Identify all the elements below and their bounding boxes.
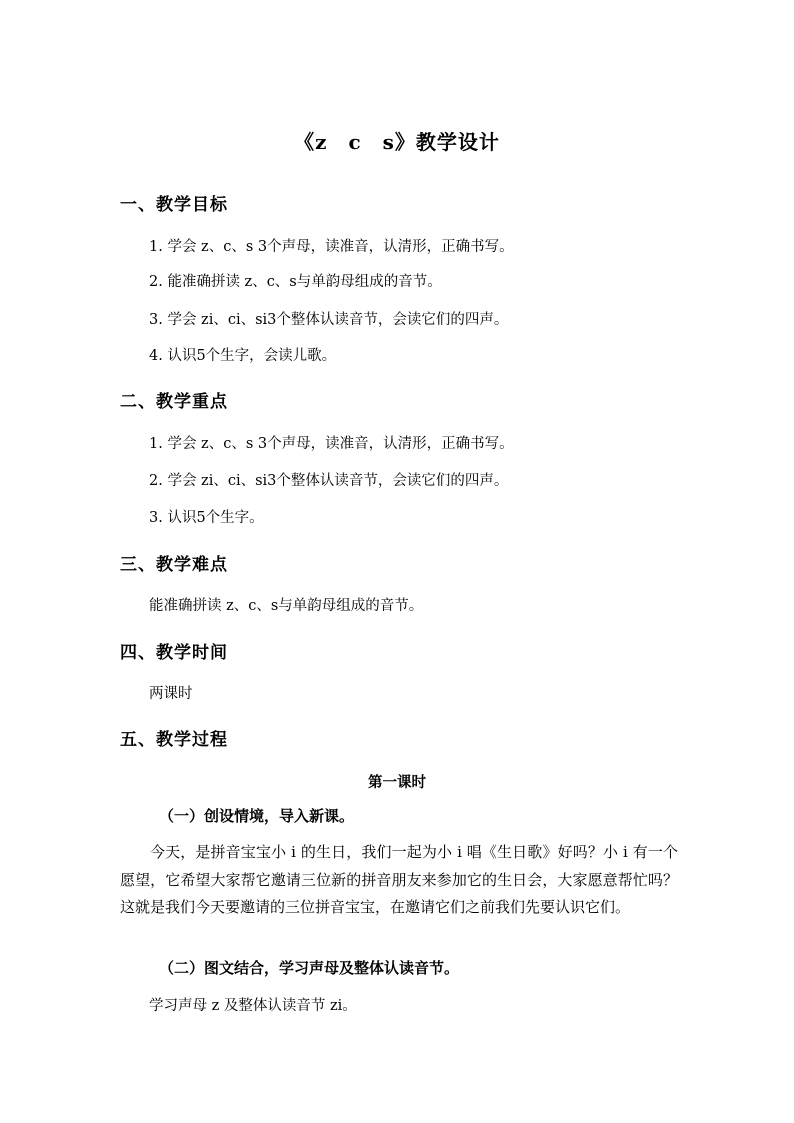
section-heading-difficulties: 三、教学难点 <box>120 555 228 575</box>
step-paragraph: 今天，是拼音宝宝小 i 的生日，我们一起为小 i 唱《生日歌》好吗？小 i 有一个愿望，它希望大家帮它邀请三位新的拼音朋友来参加它的生日会，大家愿意帮忙吗？这就是我们今天要邀请的三位拼音宝宝，在邀请它们之前我们先要认识它们。 <box>120 843 678 916</box>
goal-item: 3. 学会 zi、ci、si3个整体认读音节，会读它们的四声。 <box>149 312 509 328</box>
key-point-item: 1. 学会 z、c、s 3个声母，读准音，认清形，正确书写。 <box>149 436 514 452</box>
key-point-item: 2. 学会 zi、ci、si3个整体认读音节，会读它们的四声。 <box>149 473 509 489</box>
section-heading-teaching-time: 四、教学时间 <box>120 643 228 663</box>
goal-item: 2. 能准确拼读 z、c、s与单韵母组成的音节。 <box>149 274 442 290</box>
difficulty-text: 能准确拼读 z、c、s与单韵母组成的音节。 <box>149 598 424 614</box>
lesson-title: 第一课时 <box>368 774 426 791</box>
key-point-item: 3. 认识5个生字。 <box>149 510 264 526</box>
section-heading-teaching-process: 五、教学过程 <box>120 730 228 750</box>
step-heading: （一）创设情境，导入新课。 <box>159 807 355 825</box>
section-heading-teaching-goals: 一、教学目标 <box>120 195 228 215</box>
section-heading-key-points: 二、教学重点 <box>120 392 228 412</box>
step-heading: （二）图文结合，学习声母及整体认读音节。 <box>159 959 460 977</box>
document-title: 《z c s》教学设计 <box>294 130 500 154</box>
goal-item: 1. 学会 z、c、s 3个声母，读准音，认清形，正确书写。 <box>149 239 514 255</box>
goal-item: 4. 认识5个生字，会读儿歌。 <box>149 348 337 364</box>
step-paragraph: 学习声母 z 及整体认读音节 zi。 <box>149 998 357 1014</box>
teaching-time-text: 两课时 <box>149 686 193 702</box>
